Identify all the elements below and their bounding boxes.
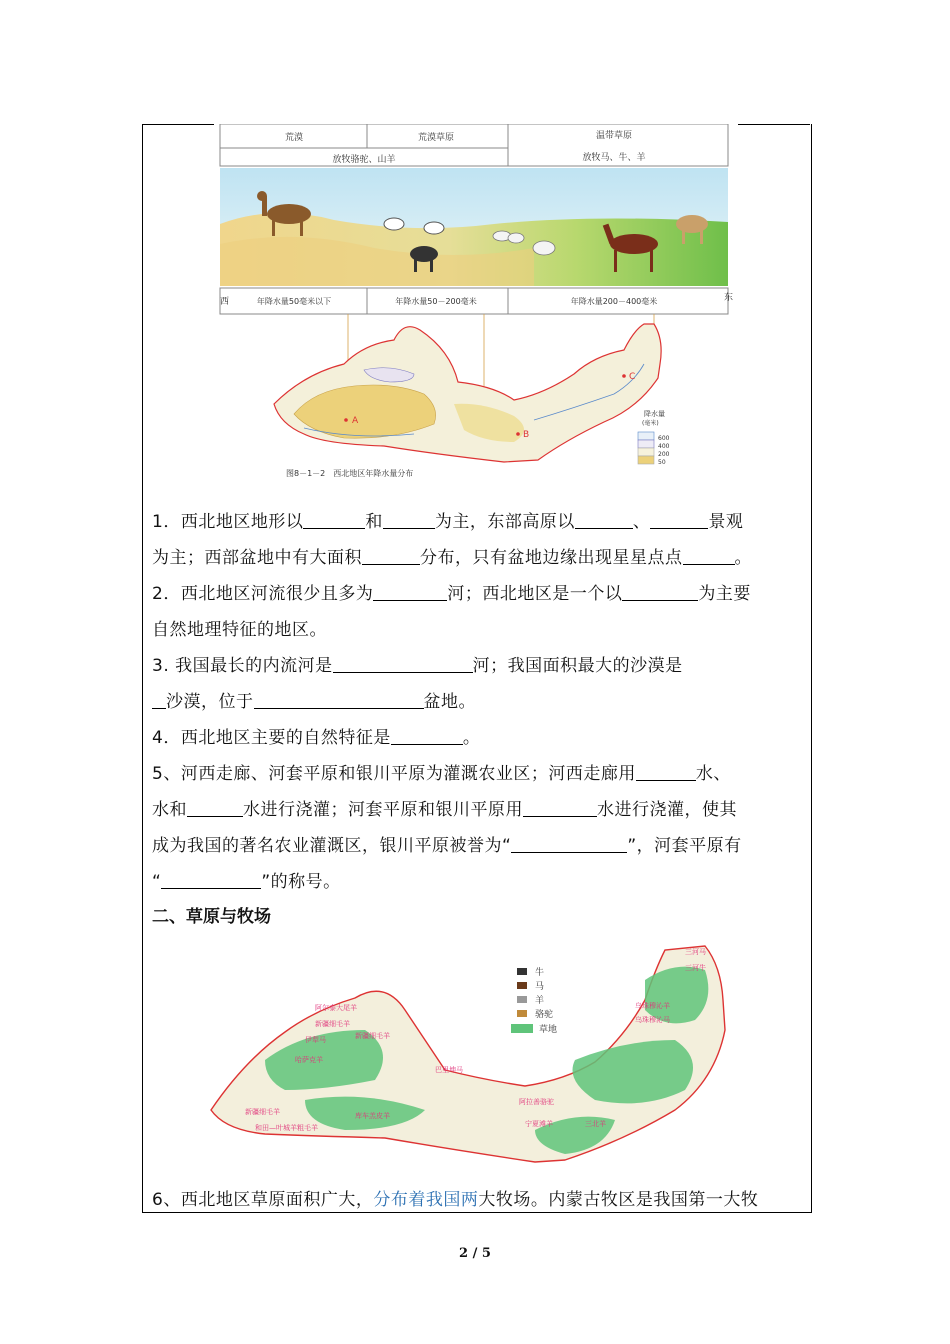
- answer-blank[interactable]: [575, 510, 633, 529]
- answer-blank[interactable]: [161, 870, 261, 889]
- map-label: 三北羊: [585, 1120, 606, 1128]
- q5-text: 5、河西走廊、河套平原和银川平原为灌溉农业区；河西走廊用: [152, 764, 636, 784]
- q2-text: 2．西北地区河流很少且多为: [152, 584, 374, 604]
- q5-text: ”的称号。: [261, 872, 341, 892]
- q2-text: 河；西北地区是一个以: [447, 584, 623, 604]
- q6-text: 大牧场。内蒙古牧区是我国第一大牧: [478, 1190, 759, 1210]
- q1-text: 和: [365, 512, 383, 532]
- answer-blank[interactable]: [622, 582, 698, 601]
- map-label: 阿拉善骆驼: [519, 1098, 554, 1106]
- q1-text: 1．西北地区地形以: [152, 512, 304, 532]
- legend-value: 200: [658, 451, 670, 458]
- q5-text: 水和: [152, 800, 187, 820]
- q2-text: 自然地理特征的地区。: [152, 620, 327, 640]
- legend-value: 600: [658, 435, 670, 442]
- pasture-map: [205, 940, 745, 1170]
- answer-blank[interactable]: [254, 690, 424, 709]
- q5-text: 水进行浇灌，使其: [597, 800, 737, 820]
- q3-text: 3. 我国最长的内流河是: [152, 656, 333, 676]
- rain-label: 年降水量50－200毫米: [395, 297, 477, 306]
- legend-value: 50: [658, 459, 666, 466]
- map-label: 宁夏滩羊: [525, 1120, 553, 1128]
- answer-blank[interactable]: [683, 546, 735, 565]
- question-1: [152, 504, 802, 540]
- point-c-label: C: [629, 372, 636, 382]
- table-top-border-left: [142, 124, 214, 125]
- q5-text: ”，河套平原有: [627, 836, 742, 856]
- q6-text: 6、西北地区草原面积广大，: [152, 1190, 374, 1210]
- legend-unit: (毫米): [642, 420, 659, 427]
- zone-label: 荒漠: [284, 133, 304, 143]
- point-b-label: B: [523, 430, 530, 440]
- q4-text: 4．西北地区主要的自然特征是: [152, 728, 391, 748]
- map-label: 阿尔泰大尾羊: [315, 1004, 357, 1012]
- question-2: [152, 576, 802, 612]
- legend-horse: 马: [535, 982, 545, 992]
- q4-text: 。: [462, 728, 481, 748]
- map-label: 新疆细毛羊: [315, 1020, 350, 1028]
- q3-text: 盆地。: [423, 692, 476, 712]
- question-4: [152, 720, 802, 756]
- legend-cattle: 牛: [535, 968, 545, 978]
- legend-sheep: 羊: [535, 996, 545, 1006]
- answer-blank[interactable]: [383, 510, 435, 529]
- answer-blank[interactable]: [511, 834, 627, 853]
- q2-text: 为主要: [698, 584, 751, 604]
- q1-text: 分布，只有盆地边缘出现星星点点: [420, 548, 683, 568]
- q1-text: 景观: [708, 512, 744, 532]
- legend-camel: 骆驼: [535, 1010, 554, 1020]
- map-label: 巴里坤马: [435, 1066, 463, 1074]
- question-1-cont: [152, 540, 802, 576]
- question-5-cont: [152, 792, 802, 828]
- answer-blank[interactable]: [333, 654, 473, 673]
- answer-blank[interactable]: [362, 546, 420, 565]
- q5-text: 水、: [695, 764, 731, 784]
- q6-highlight: 分布着我国两: [373, 1190, 479, 1210]
- answer-blank[interactable]: [187, 798, 243, 817]
- question-3-cont: [152, 684, 802, 720]
- q5-text: 水进行浇灌；河套平原和银川平原用: [243, 800, 523, 820]
- zone-label: 温带草原: [595, 131, 633, 141]
- map-label: 三河马: [685, 948, 706, 956]
- answer-blank[interactable]: [373, 582, 447, 601]
- precipitation-figure: [214, 124, 738, 486]
- question-5-cont3: [152, 864, 802, 900]
- rain-label: 年降水量50毫米以下: [256, 297, 332, 306]
- map-label: 乌珠穆沁羊: [635, 1002, 670, 1010]
- question-6: [152, 1182, 802, 1218]
- map-label: 伊犁马: [305, 1036, 326, 1044]
- question-2-cont: [152, 612, 802, 648]
- q1-text: 、: [632, 512, 651, 532]
- west-label: 西: [220, 297, 230, 307]
- map-label: 三河牛: [685, 964, 706, 972]
- table-top-border-right: [738, 124, 810, 125]
- answer-blank[interactable]: [523, 798, 597, 817]
- answer-blank[interactable]: [152, 690, 166, 709]
- map-legend: [511, 966, 557, 1035]
- q5-text: “: [152, 872, 162, 892]
- answer-blank[interactable]: [636, 762, 696, 781]
- map-caption: 图8－1－2 西北地区年降水量分布: [286, 469, 414, 478]
- legend-grassland: 草地: [539, 1025, 558, 1035]
- q1-text: 为主，东部高原以: [434, 512, 575, 532]
- section-heading: 二、草原与牧场: [152, 907, 271, 927]
- map-label: 乌珠穆沁马: [635, 1016, 670, 1024]
- question-5: [152, 756, 802, 792]
- answer-blank[interactable]: [391, 726, 463, 745]
- livestock-label: 放牧马、牛、羊: [582, 153, 646, 163]
- question-3: [152, 648, 802, 684]
- map-label: 新疆细毛羊: [355, 1032, 390, 1040]
- rain-label: 年降水量200－400毫米: [570, 297, 658, 306]
- map-label: 库车羔皮羊: [355, 1112, 390, 1120]
- answer-blank[interactable]: [303, 510, 365, 529]
- answer-blank[interactable]: [650, 510, 708, 529]
- point-a-label: A: [352, 416, 359, 426]
- legend-value: 400: [658, 443, 670, 450]
- zone-label: 荒漠草原: [417, 133, 455, 143]
- q1-text: 为主；西部盆地中有大面积: [152, 548, 362, 568]
- q1-text: 。: [734, 548, 752, 568]
- legend-title: 降水量: [644, 410, 665, 418]
- map-label: 哈萨克羊: [295, 1056, 323, 1064]
- page-number: 2 / 5: [459, 1246, 491, 1261]
- q5-text: 成为我国的著名农业灌溉区，银川平原被誉为“: [152, 836, 512, 856]
- map-label: 和田—叶城羊粗毛羊: [255, 1124, 318, 1132]
- question-5-cont2: [152, 828, 802, 864]
- livestock-label: 放牧骆驼、山羊: [332, 155, 396, 165]
- map-label: 新疆细毛羊: [245, 1108, 280, 1116]
- q3-text: 河；我国面积最大的沙漠是: [472, 656, 683, 676]
- east-label: 东: [724, 293, 734, 303]
- q3-text: 沙漠，位于: [166, 692, 254, 712]
